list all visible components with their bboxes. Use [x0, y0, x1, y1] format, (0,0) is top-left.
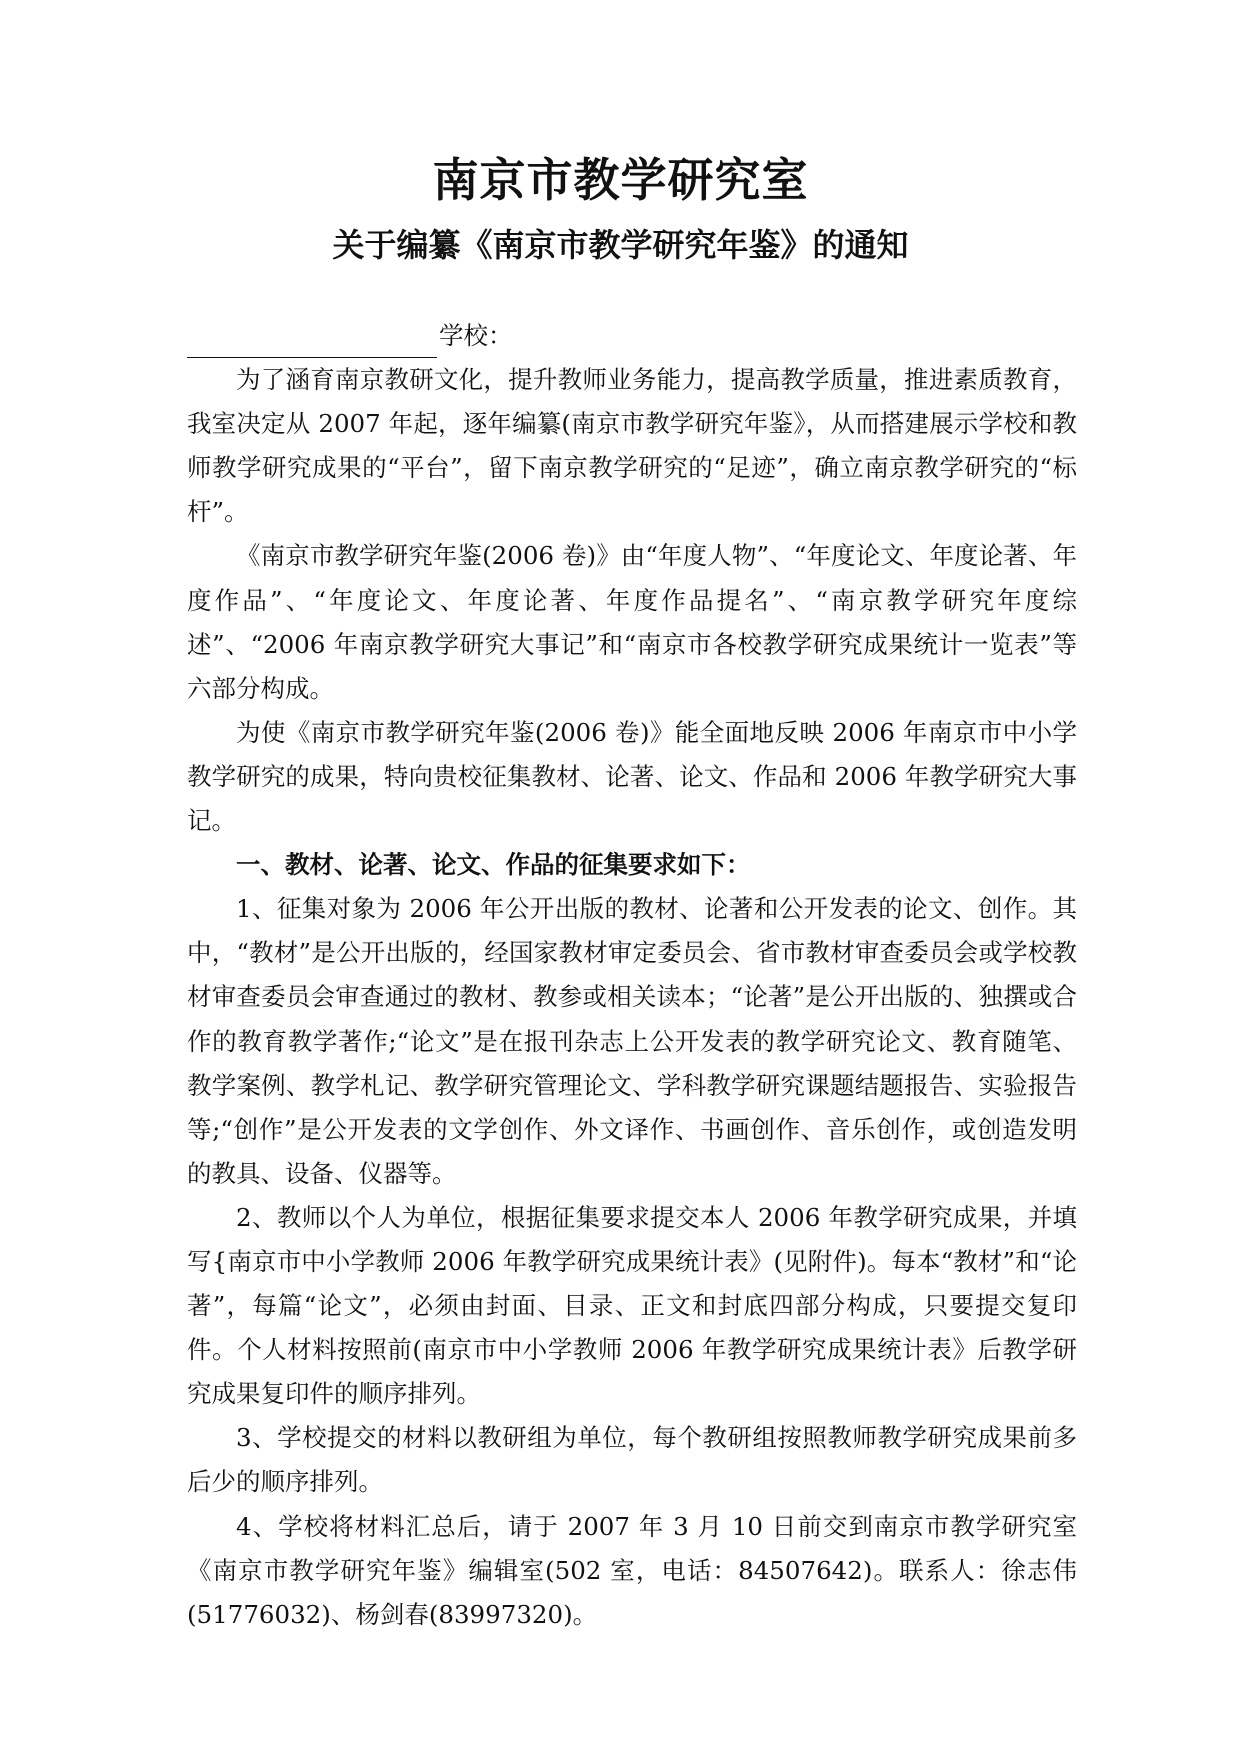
school-name-blank — [187, 325, 437, 358]
paragraph-purpose: 为使《南京市教学研究年鉴(2006 卷)》能全面地反映 2006 年南京市中小学教学研究的成果，特向贵校征集教材、论著、论文、作品和 2006 年教学研究大事记。 — [187, 717, 1077, 836]
requirement-item-4: 4、学校将材料汇总后，请于 2007 年 3 月 10 日前交到南京市教学研究室《南京市教学研究年鉴》编辑室(502 室，电话：84507642)。联系人：徐志伟(51776032)、杨剑春(83997320)。 — [187, 1511, 1077, 1629]
paragraph-composition: 《南京市教学研究年鉴(2006 卷)》由“年度人物”、“年度论文、年度论著、年度作品”、“年度论文、年度论著、年度作品提名”、“南京教学研究年度综述”、“2006 年南京教学研究大事记”和“南京市各校教学研究成果统计一览表”等六部分构成。 — [187, 541, 1077, 703]
document-title: 南京市教学研究室 — [432, 153, 809, 207]
document-subtitle: 关于编纂《南京市教学研究年鉴》的通知 — [332, 226, 909, 264]
section-heading: 一、教材、论著、论文、作品的征集要求如下： — [236, 850, 751, 880]
paragraph-intro: 为了涵育南京教研文化，提升教师业务能力，提高教学质量，推进素质教育，我室决定从 2007 年起，逐年编纂(南京市教学研究年鉴》，从而搭建展示学校和教师教学研究成果的“平台”，留下南京教学研究的“足迹”，确立南京教学研究的“标杆”。 — [187, 365, 1077, 527]
address-suffix: 学校： — [439, 321, 513, 350]
document-body — [187, 314, 1077, 1637]
requirement-item-1: 1、征集对象为 2006 年公开出版的教材、论著和公开发表的论文、创作。其中，“教材”是公开出版的，经国家教材审定委员会、省市教材审查委员会或学校教材审查委员会审查通过的教材、教参或相关读本；“论著”是公开出版的、独撰或合作的教育教学著作;“论文”是在报刊杂志上公开发表的教学研究论文、教育随笔、教学案例、教学札记、教学研究管理论文、学科教学研究课题结题报告、实验报告等;“创作”是公开发表的文学创作、外文译作、书画创作、音乐创作，或创造发明的教具、设备、仪器等。 — [187, 894, 1077, 1188]
address-line — [187, 314, 1077, 358]
requirement-item-2: 2、教师以个人为单位，根据征集要求提交本人 2006 年教学研究成果，并填写{南京市中小学教师 2006 年教学研究成果统计表》(见附件)。每本“教材”和“论著”，每篇“论文”，必须由封面、目录、正文和封底四部分构成，只要提交复印件。个人材料按照前(南京市中小学教师 2006 年教学研究成果统计表》后教学研究成果复印件的顺序排列。 — [187, 1202, 1077, 1409]
requirement-item-3: 3、学校提交的材料以教研组为单位，每个教研组按照教师教学研究成果前多后少的顺序排列。 — [187, 1423, 1077, 1497]
